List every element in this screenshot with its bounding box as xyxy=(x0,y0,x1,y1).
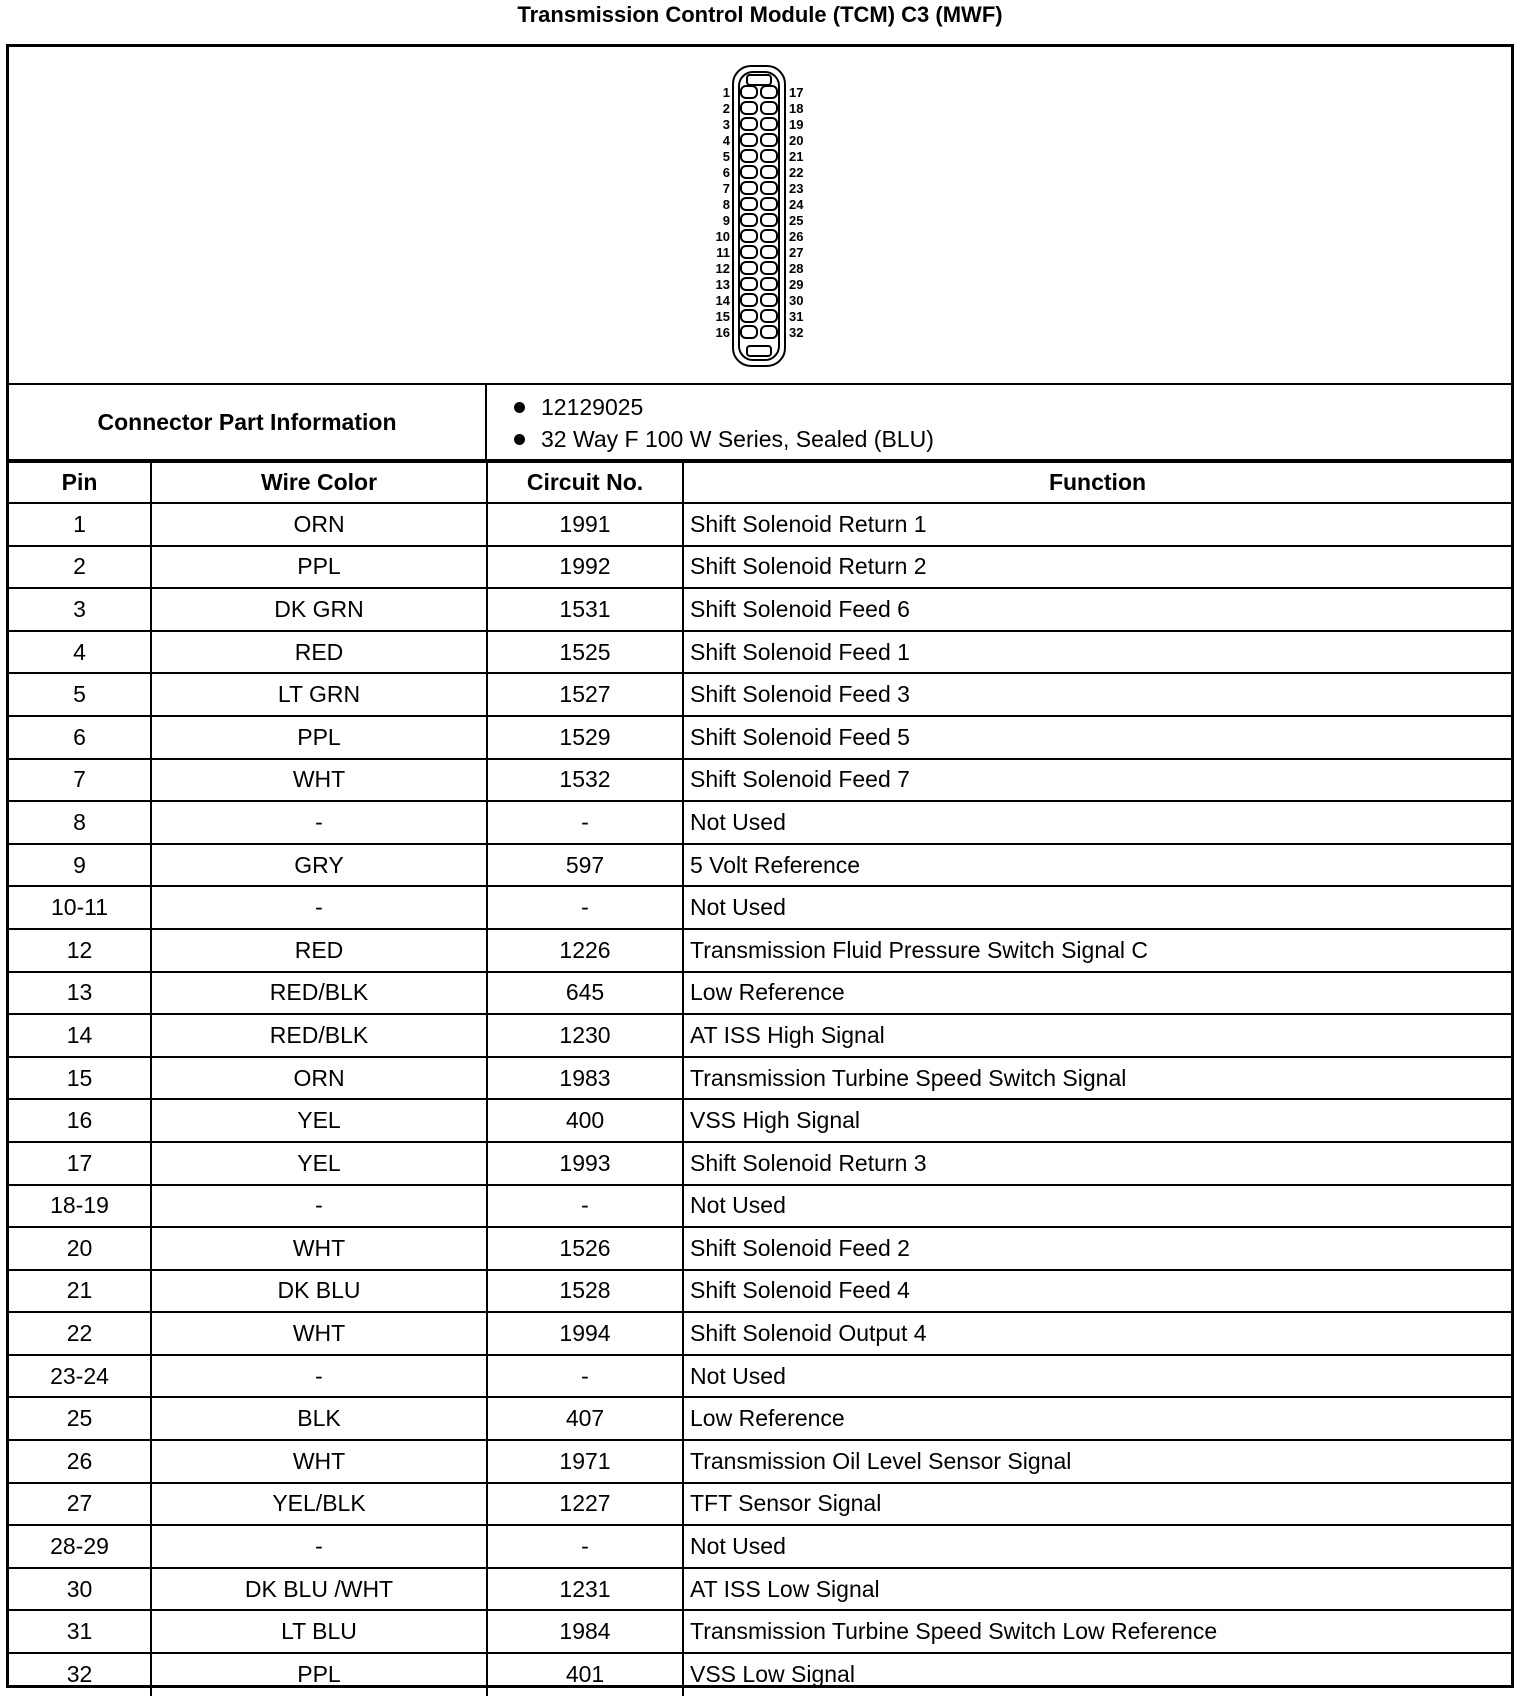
wire-color-cell: RED/BLK xyxy=(151,972,487,1015)
circuit-cell: 1984 xyxy=(487,1610,683,1653)
function-cell: 5 Volt Reference xyxy=(683,844,1511,887)
table-row xyxy=(9,631,1511,674)
table-row xyxy=(9,886,1511,929)
pin-number-label: 20 xyxy=(789,133,804,148)
circuit-cell: 1971 xyxy=(487,1440,683,1483)
wire-color-cell: RED xyxy=(151,929,487,972)
pin-cavity xyxy=(761,118,777,130)
function-cell: Shift Solenoid Return 1 xyxy=(683,503,1511,546)
table-row xyxy=(9,716,1511,759)
table-row xyxy=(9,503,1511,546)
function-cell: VSS High Signal xyxy=(683,1099,1511,1142)
table-row xyxy=(9,1610,1511,1653)
connector-part-information xyxy=(9,385,1511,461)
circuit-cell: - xyxy=(487,1185,683,1228)
wire-color-cell: GRY xyxy=(151,844,487,887)
pin-number-label: 19 xyxy=(789,117,804,132)
circuit-cell: 597 xyxy=(487,844,683,887)
pin-number-label: 22 xyxy=(789,165,804,180)
pin-number-label: 10 xyxy=(715,229,730,244)
pin-number-label: 4 xyxy=(722,133,730,148)
pin-cell: 27 xyxy=(9,1483,151,1526)
function-cell: Low Reference xyxy=(683,972,1511,1015)
table-row xyxy=(9,1483,1511,1526)
circuit-cell: 1983 xyxy=(487,1057,683,1100)
circuit-cell: 407 xyxy=(487,1397,683,1440)
connector-description: 32 Way F 100 W Series, Sealed (BLU) xyxy=(541,426,934,452)
function-cell: Not Used xyxy=(683,1185,1511,1228)
pin-cavity xyxy=(761,262,777,274)
pin-cavity xyxy=(741,198,757,210)
bullet-icon xyxy=(514,402,525,413)
table-row xyxy=(9,1270,1511,1313)
wire-color-cell: YEL/BLK xyxy=(151,1483,487,1526)
circuit-cell: - xyxy=(487,1355,683,1398)
circuit-cell: 1226 xyxy=(487,929,683,972)
pin-cavity xyxy=(741,150,757,162)
pin-number-label: 23 xyxy=(789,181,804,196)
connector-latch-bottom xyxy=(747,346,771,356)
table-row xyxy=(9,1227,1511,1270)
function-cell: Not Used xyxy=(683,1355,1511,1398)
pin-number-label: 13 xyxy=(715,277,730,292)
function-cell: Shift Solenoid Feed 7 xyxy=(683,759,1511,802)
table-row xyxy=(9,588,1511,631)
circuit-cell: 1993 xyxy=(487,1142,683,1185)
pin-cell: 8 xyxy=(9,801,151,844)
pin-cell: 30 xyxy=(9,1568,151,1611)
pin-number-label: 3 xyxy=(722,117,730,132)
pin-number-label: 28 xyxy=(789,261,804,276)
pin-cavity xyxy=(741,262,757,274)
connector-latch-top xyxy=(747,75,771,85)
pin-cell: 3 xyxy=(9,588,151,631)
function-cell: Transmission Fluid Pressure Switch Signal C xyxy=(683,929,1511,972)
pin-number-label: 26 xyxy=(789,229,804,244)
pin-cavity xyxy=(741,278,757,290)
pin-cavity xyxy=(741,118,757,130)
circuit-cell: - xyxy=(487,801,683,844)
table-row xyxy=(9,801,1511,844)
pin-cell: 21 xyxy=(9,1270,151,1313)
connector-part-info-list xyxy=(487,391,934,455)
pin-cavity xyxy=(741,166,757,178)
pin-cavity xyxy=(741,246,757,258)
header-function: Function xyxy=(683,462,1511,503)
pin-cavity xyxy=(761,278,777,290)
table-row xyxy=(9,1355,1511,1398)
pin-cell: 6 xyxy=(9,716,151,759)
function-cell: Shift Solenoid Feed 2 xyxy=(683,1227,1511,1270)
circuit-cell: 1528 xyxy=(487,1270,683,1313)
pin-number-label: 6 xyxy=(722,165,730,180)
pin-cell: 15 xyxy=(9,1057,151,1100)
pin-number-label: 16 xyxy=(715,325,730,340)
function-cell: Not Used xyxy=(683,886,1511,929)
table-row xyxy=(9,759,1511,802)
part-number-item xyxy=(487,391,934,423)
wire-color-cell: - xyxy=(151,1355,487,1398)
table-row xyxy=(9,1397,1511,1440)
pin-cell: 9 xyxy=(9,844,151,887)
page-title: Transmission Control Module (TCM) C3 (MWF) xyxy=(517,2,1003,27)
circuit-cell: 401 xyxy=(487,1653,683,1696)
pin-cell: 2 xyxy=(9,546,151,589)
pin-cavity xyxy=(761,102,777,114)
circuit-cell: - xyxy=(487,886,683,929)
wire-color-cell: ORN xyxy=(151,1057,487,1100)
pin-cell: 13 xyxy=(9,972,151,1015)
pin-cell: 12 xyxy=(9,929,151,972)
circuit-cell: 1529 xyxy=(487,716,683,759)
function-cell: VSS Low Signal xyxy=(683,1653,1511,1696)
pin-cell: 7 xyxy=(9,759,151,802)
table-row xyxy=(9,1142,1511,1185)
bullet-icon xyxy=(514,434,525,445)
pin-cavity xyxy=(741,294,757,306)
table-row xyxy=(9,546,1511,589)
table-row xyxy=(9,1057,1511,1100)
wire-color-cell: WHT xyxy=(151,1440,487,1483)
circuit-cell: 1525 xyxy=(487,631,683,674)
pin-number-label: 7 xyxy=(722,181,730,196)
wire-color-cell: BLK xyxy=(151,1397,487,1440)
pin-cavity xyxy=(761,326,777,338)
pin-number-label: 11 xyxy=(716,245,730,260)
pin-cell: 16 xyxy=(9,1099,151,1142)
wire-color-cell: PPL xyxy=(151,716,487,759)
pin-number-label: 32 xyxy=(789,325,804,340)
function-cell: Transmission Turbine Speed Switch Low Reference xyxy=(683,1610,1511,1653)
pin-cavity xyxy=(761,150,777,162)
wire-color-cell: DK GRN xyxy=(151,588,487,631)
wire-color-cell: LT BLU xyxy=(151,1610,487,1653)
pin-cavity xyxy=(741,214,757,226)
pin-cavity xyxy=(741,182,757,194)
table-row xyxy=(9,673,1511,716)
pin-cavity xyxy=(761,134,777,146)
table-row xyxy=(9,1525,1511,1568)
circuit-cell: 400 xyxy=(487,1099,683,1142)
pin-number-label: 31 xyxy=(789,309,804,324)
pin-cell: 26 xyxy=(9,1440,151,1483)
circuit-cell: 1230 xyxy=(487,1014,683,1057)
function-cell: TFT Sensor Signal xyxy=(683,1483,1511,1526)
pin-number-label: 30 xyxy=(789,293,804,308)
function-cell: Shift Solenoid Feed 3 xyxy=(683,673,1511,716)
wire-color-cell: - xyxy=(151,1185,487,1228)
table-row xyxy=(9,1568,1511,1611)
pin-cell: 18-19 xyxy=(9,1185,151,1228)
function-cell: Low Reference xyxy=(683,1397,1511,1440)
wire-color-cell: LT GRN xyxy=(151,673,487,716)
table-row xyxy=(9,1014,1511,1057)
pin-number-label: 1 xyxy=(722,85,730,100)
wire-color-cell: DK BLU /WHT xyxy=(151,1568,487,1611)
pin-cavity xyxy=(761,214,777,226)
wire-color-cell: - xyxy=(151,886,487,929)
table-row xyxy=(9,1312,1511,1355)
table-header-row xyxy=(9,462,1511,503)
pin-number-label: 17 xyxy=(789,85,804,100)
function-cell: AT ISS Low Signal xyxy=(683,1568,1511,1611)
wire-color-cell: YEL xyxy=(151,1142,487,1185)
table-row xyxy=(9,929,1511,972)
pin-number-label: 15 xyxy=(715,309,730,324)
wire-color-cell: PPL xyxy=(151,546,487,589)
circuit-cell: 1527 xyxy=(487,673,683,716)
circuit-cell: 1994 xyxy=(487,1312,683,1355)
wire-color-cell: YEL xyxy=(151,1099,487,1142)
connector-inner-wall xyxy=(739,72,779,360)
pin-number-label: 25 xyxy=(789,213,804,228)
pin-cavity xyxy=(741,230,757,242)
pin-cavity xyxy=(741,310,757,322)
function-cell: Shift Solenoid Feed 1 xyxy=(683,631,1511,674)
wire-color-cell: WHT xyxy=(151,1312,487,1355)
pin-number-label: 12 xyxy=(715,261,730,276)
table-row xyxy=(9,844,1511,887)
circuit-cell: 1992 xyxy=(487,546,683,589)
table-row xyxy=(9,1440,1511,1483)
pin-cavity xyxy=(761,182,777,194)
pin-number-label: 5 xyxy=(722,149,730,164)
function-cell: AT ISS High Signal xyxy=(683,1014,1511,1057)
pin-number-label: 2 xyxy=(722,101,730,116)
function-cell: Shift Solenoid Feed 5 xyxy=(683,716,1511,759)
pin-number-label: 27 xyxy=(789,245,804,260)
pin-cavity xyxy=(741,134,757,146)
pin-number-label: 24 xyxy=(789,197,804,212)
pin-cavity xyxy=(741,326,757,338)
circuit-cell: 645 xyxy=(487,972,683,1015)
table-row xyxy=(9,1185,1511,1228)
pin-cell: 14 xyxy=(9,1014,151,1057)
function-cell: Shift Solenoid Feed 4 xyxy=(683,1270,1511,1313)
wire-color-cell: WHT xyxy=(151,1227,487,1270)
function-cell: Shift Solenoid Return 3 xyxy=(683,1142,1511,1185)
pin-number-label: 14 xyxy=(715,293,730,308)
pin-cavity xyxy=(741,102,757,114)
pin-cell: 4 xyxy=(9,631,151,674)
pin-cavity xyxy=(761,310,777,322)
header-circuit-no: Circuit No. xyxy=(487,462,683,503)
wire-color-cell: DK BLU xyxy=(151,1270,487,1313)
header-wire-color: Wire Color xyxy=(151,462,487,503)
pin-cavity xyxy=(761,230,777,242)
circuit-cell: 1991 xyxy=(487,503,683,546)
function-cell: Transmission Turbine Speed Switch Signal xyxy=(683,1057,1511,1100)
table-row xyxy=(9,972,1511,1015)
wire-color-cell: - xyxy=(151,1525,487,1568)
pin-cell: 32 xyxy=(9,1653,151,1696)
pin-cell: 23-24 xyxy=(9,1355,151,1398)
pin-number-label: 9 xyxy=(722,213,730,228)
pin-cell: 25 xyxy=(9,1397,151,1440)
pin-cavity xyxy=(761,198,777,210)
connector-table-frame xyxy=(6,44,1514,1688)
pin-number-label: 18 xyxy=(789,101,804,116)
connector-diagram xyxy=(699,62,839,372)
connector-description-item xyxy=(487,423,934,455)
header-pin: Pin xyxy=(9,462,151,503)
pin-cell: 10-11 xyxy=(9,886,151,929)
pin-cavity xyxy=(761,246,777,258)
function-cell: Shift Solenoid Output 4 xyxy=(683,1312,1511,1355)
pin-cavity xyxy=(761,86,777,98)
pinout-table xyxy=(9,461,1511,1696)
function-cell: Transmission Oil Level Sensor Signal xyxy=(683,1440,1511,1483)
pin-cell: 17 xyxy=(9,1142,151,1185)
wire-color-cell: RED/BLK xyxy=(151,1014,487,1057)
circuit-cell: 1532 xyxy=(487,759,683,802)
connector-part-info-label: Connector Part Information xyxy=(9,385,487,459)
wire-color-cell: - xyxy=(151,801,487,844)
function-cell: Not Used xyxy=(683,801,1511,844)
function-cell: Shift Solenoid Return 2 xyxy=(683,546,1511,589)
pin-cell: 1 xyxy=(9,503,151,546)
circuit-cell: 1531 xyxy=(487,588,683,631)
pin-cavity xyxy=(761,294,777,306)
table-row xyxy=(9,1653,1511,1696)
circuit-cell: - xyxy=(487,1525,683,1568)
pin-number-label: 21 xyxy=(789,149,804,164)
pin-cell: 20 xyxy=(9,1227,151,1270)
pin-cell: 22 xyxy=(9,1312,151,1355)
wire-color-cell: WHT xyxy=(151,759,487,802)
circuit-cell: 1526 xyxy=(487,1227,683,1270)
pin-cavity xyxy=(741,86,757,98)
connector-diagram-cell xyxy=(9,47,1511,385)
wire-color-cell: RED xyxy=(151,631,487,674)
pin-number-label: 8 xyxy=(722,197,730,212)
wire-color-cell: ORN xyxy=(151,503,487,546)
pin-number-label: 29 xyxy=(789,277,804,292)
circuit-cell: 1227 xyxy=(487,1483,683,1526)
table-row xyxy=(9,1099,1511,1142)
pin-cell: 31 xyxy=(9,1610,151,1653)
function-cell: Not Used xyxy=(683,1525,1511,1568)
pin-cell: 28-29 xyxy=(9,1525,151,1568)
part-number: 12129025 xyxy=(541,394,644,420)
pin-cavity xyxy=(761,166,777,178)
circuit-cell: 1231 xyxy=(487,1568,683,1611)
pin-cell: 5 xyxy=(9,673,151,716)
function-cell: Shift Solenoid Feed 6 xyxy=(683,588,1511,631)
wire-color-cell: PPL xyxy=(151,1653,487,1696)
